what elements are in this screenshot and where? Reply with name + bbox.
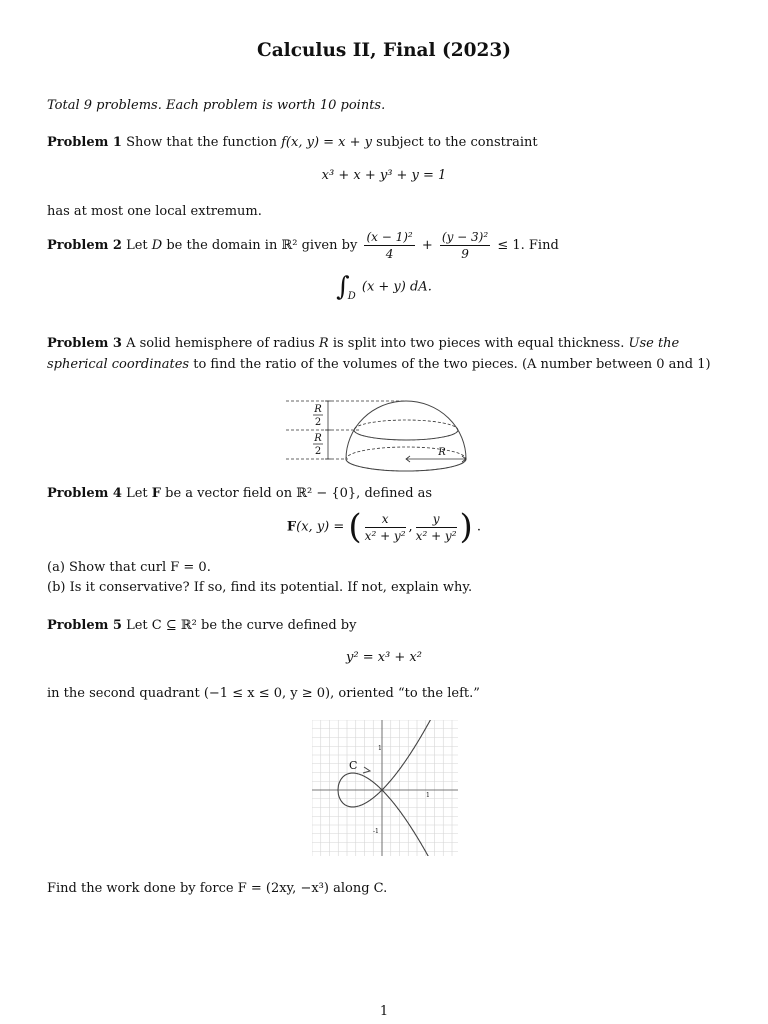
tick-label-x-pos: 1 bbox=[426, 792, 430, 799]
intro-text: Total 9 problems. Each problem is worth 10 points. bbox=[47, 98, 386, 113]
problem-5-text-a: Let C ⊆ ℝ² be the curve defined by bbox=[126, 618, 357, 633]
problem-2-text-a: Let bbox=[126, 238, 148, 253]
hemisphere-figure bbox=[282, 388, 486, 474]
integral-sign-icon: ∫ bbox=[336, 272, 350, 302]
problem-3-emphasis: Use the spherical coordinates bbox=[47, 336, 680, 372]
problem-3-text-b: is split into two pieces with equal thickness. bbox=[332, 336, 625, 351]
problem-2-text-b: be the domain in ℝ² given by bbox=[166, 238, 358, 253]
problem-2-fraction-1 bbox=[364, 230, 414, 261]
orientation-arrow-icon bbox=[363, 767, 370, 773]
problem-1-text-a: Show that the function bbox=[126, 135, 277, 150]
label-2-top: 2 bbox=[314, 417, 322, 428]
label-r-bottom: R bbox=[314, 433, 322, 444]
formula-f: F bbox=[286, 519, 297, 535]
page-number: 1 bbox=[379, 1004, 389, 1019]
graph-grid bbox=[312, 720, 458, 856]
right-paren-icon: ) bbox=[459, 507, 473, 547]
problem-5-equation: y² = x³ + x² bbox=[346, 650, 422, 665]
tick-label-y-pos: 1 bbox=[378, 745, 382, 752]
component-1 bbox=[365, 512, 406, 543]
problem-3-text-a: A solid hemisphere of radius bbox=[126, 336, 315, 351]
problem-4-text-b: be a vector field on ℝ² − {0}, defined as bbox=[165, 486, 433, 501]
problem-1-text-after: has at most one local extremum. bbox=[47, 204, 262, 219]
fraction-1-numerator: (x − 1)² bbox=[366, 230, 413, 244]
component-1-numerator: x bbox=[365, 512, 406, 528]
integrand: (x + y) dA. bbox=[361, 279, 432, 295]
problem-5-final: Find the work done by force F = (2xy, −x³) along C. bbox=[47, 881, 388, 896]
integral-subscript: D bbox=[347, 290, 356, 302]
problem-4-part-a: (a) Show that curl F = 0. bbox=[47, 560, 211, 575]
problem-4-formula: F(x, y) = ( $\frac{x}{\text{x² + y²}}$ , $\frac{y}{\text{x² + y²}}$ ) . bbox=[286, 507, 482, 547]
problem-3-label: Problem 3 bbox=[47, 336, 122, 351]
problem-1-func: f(x, y) = x + y bbox=[281, 135, 373, 150]
problem-4-text-a: Let bbox=[126, 486, 148, 501]
problem-4-label: Problem 4 bbox=[47, 486, 122, 501]
plus-sign: + bbox=[421, 238, 433, 253]
page-title: Calculus II, Final (2023) bbox=[256, 40, 512, 61]
problem-2-integral bbox=[0, 272, 768, 302]
problem-5 bbox=[47, 615, 727, 636]
curve-graph bbox=[312, 720, 458, 856]
component-2-numerator: y bbox=[416, 512, 457, 528]
problem-2-inequality: ≤ 1. Find bbox=[497, 238, 559, 253]
problem-4-field: F bbox=[151, 486, 161, 501]
problem-3 bbox=[47, 333, 727, 375]
fraction-2-numerator: (y − 3)² bbox=[441, 230, 489, 244]
fraction-1-denominator: 4 bbox=[385, 247, 394, 261]
formula-lhs: (x, y) = bbox=[296, 519, 345, 535]
component-2 bbox=[416, 512, 457, 543]
problem-4 bbox=[47, 483, 727, 504]
fraction-2-denominator: 9 bbox=[461, 247, 469, 261]
problem-4-part-b: (b) Is it conservative? If so, find its potential. If not, explain why. bbox=[47, 580, 473, 595]
problem-1-text-b: subject to the constraint bbox=[376, 135, 538, 150]
problem-2 bbox=[47, 230, 727, 261]
component-1-denominator: x² + y² bbox=[364, 528, 406, 543]
curve-label: C bbox=[349, 759, 358, 772]
tick-label-y-neg: -1 bbox=[373, 828, 379, 835]
problem-1-equation: x³ + x + y³ + y = 1 bbox=[321, 168, 447, 183]
problem-5-label: Problem 5 bbox=[47, 618, 122, 633]
label-r-top: R bbox=[314, 404, 322, 415]
problem-1-label: Problem 1 bbox=[47, 135, 122, 150]
label-2-bottom: 2 bbox=[314, 446, 322, 457]
problem-3-radius: R bbox=[318, 336, 329, 351]
problem-5-text-after: in the second quadrant (−1 ≤ x ≤ 0, y ≥ 0), oriented “to the left.” bbox=[47, 686, 480, 701]
left-paren-icon: ( bbox=[348, 507, 362, 547]
component-2-denominator: x² + y² bbox=[415, 528, 457, 543]
problem-1 bbox=[47, 132, 727, 153]
problem-2-domain: D bbox=[151, 238, 163, 253]
problem-2-label: Problem 2 bbox=[47, 238, 122, 253]
problem-3-text-c: to find the ratio of the volumes of the two pieces. (A number between 0 and 1) bbox=[193, 357, 711, 372]
label-radius: R bbox=[438, 447, 446, 458]
problem-2-fraction-2 bbox=[440, 230, 490, 261]
curve-c bbox=[338, 720, 431, 856]
